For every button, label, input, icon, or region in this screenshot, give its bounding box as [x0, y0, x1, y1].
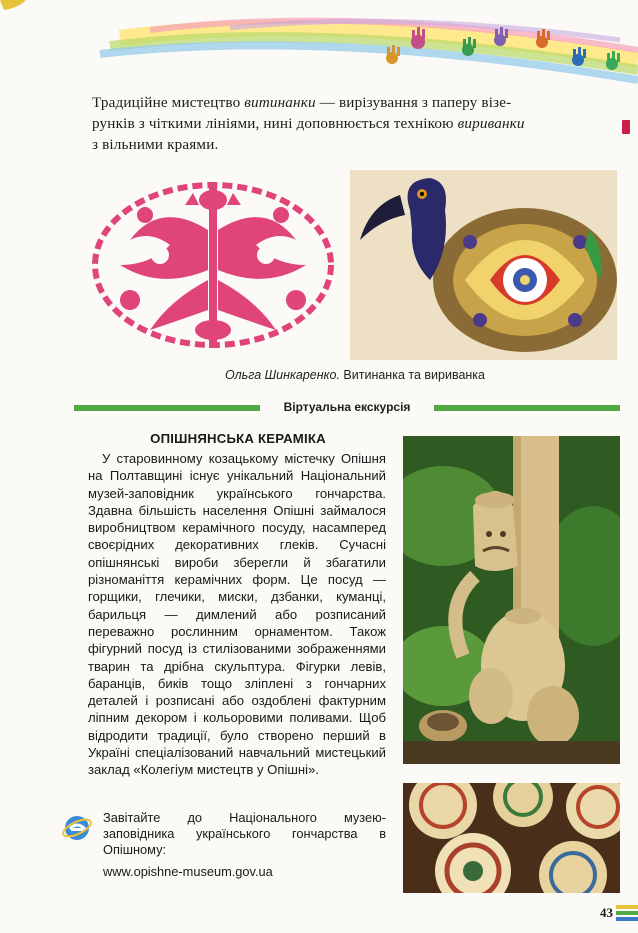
intro-text: — вирізування з паперу візе- — [315, 94, 512, 111]
section-title: ОПІШНЯНСЬКА КЕРАМІКА — [150, 431, 326, 446]
museum-website-link[interactable]: www.opishne-museum.gov.ua — [103, 864, 273, 879]
virtual-excursion-bar — [74, 402, 620, 414]
image-caption — [90, 368, 620, 382]
hand-icon — [411, 27, 425, 49]
divider — [74, 405, 260, 411]
side-marker — [622, 120, 630, 134]
page-number: 43 — [600, 905, 613, 920]
ceramic-sculpture-photo — [403, 436, 620, 764]
divider — [434, 405, 620, 411]
vytynanka-image — [90, 170, 336, 360]
intro-text: рунків з чіткими лініями, нині доповнюється технікою — [92, 115, 458, 132]
excursion-label: Віртуальна екскурсія — [283, 400, 411, 414]
caption-text: Витинанка та вириванка — [339, 368, 485, 382]
rainbow-hands-header — [0, 0, 638, 92]
page-corner-stripes — [616, 903, 638, 925]
vyryvanka-image — [350, 170, 617, 360]
term-vytynanka: витинанки — [244, 94, 316, 111]
article-body — [88, 450, 386, 779]
caption-author: Ольга Шинкаренко. — [224, 368, 340, 382]
visit-museum-text: Завітайте до Національного музею-заповідника українського гончарства в Опішному: — [103, 810, 386, 858]
intro-text: з вільними краями. — [92, 136, 219, 153]
term-vyryvanka: вириванки — [457, 115, 525, 132]
intro-paragraph — [92, 92, 622, 155]
browser-globe-icon — [62, 813, 92, 843]
article-paragraph: У старовинному козацькому містечку Опішня на Полтавщині існує унікальний Національний музей-заповідник українського гончарства. Здавна більшість населення Опішні займалося виробництвом керамічного посуду, насамперед своєрідних декоративних глеків. Сучасні опішнянські вироби зберегли й збагатили різноманіття керамічних форм. Це посуд — горщики, глечики, миски, дзбанки, куманці, барильця — димлений або розписаний переважно рослинним орнаментом. Також фігурний посуд із стилізованими зображеннями тварин та дрібна скульптура. Фігурки левів, баранців, биків тощо зліплені з гончарних деталей і розписані або оздоблені фактурним ліпним декором і кольоровими поливами. Щоб відродити традиції, було створено перший в Україні спеціалізований навчальний мистецький заклад «Колегіум мистецтв у Опішні». — [88, 451, 386, 778]
painted-plates-photo — [403, 783, 620, 893]
intro-text: Традиційне мистецтво — [92, 94, 245, 111]
